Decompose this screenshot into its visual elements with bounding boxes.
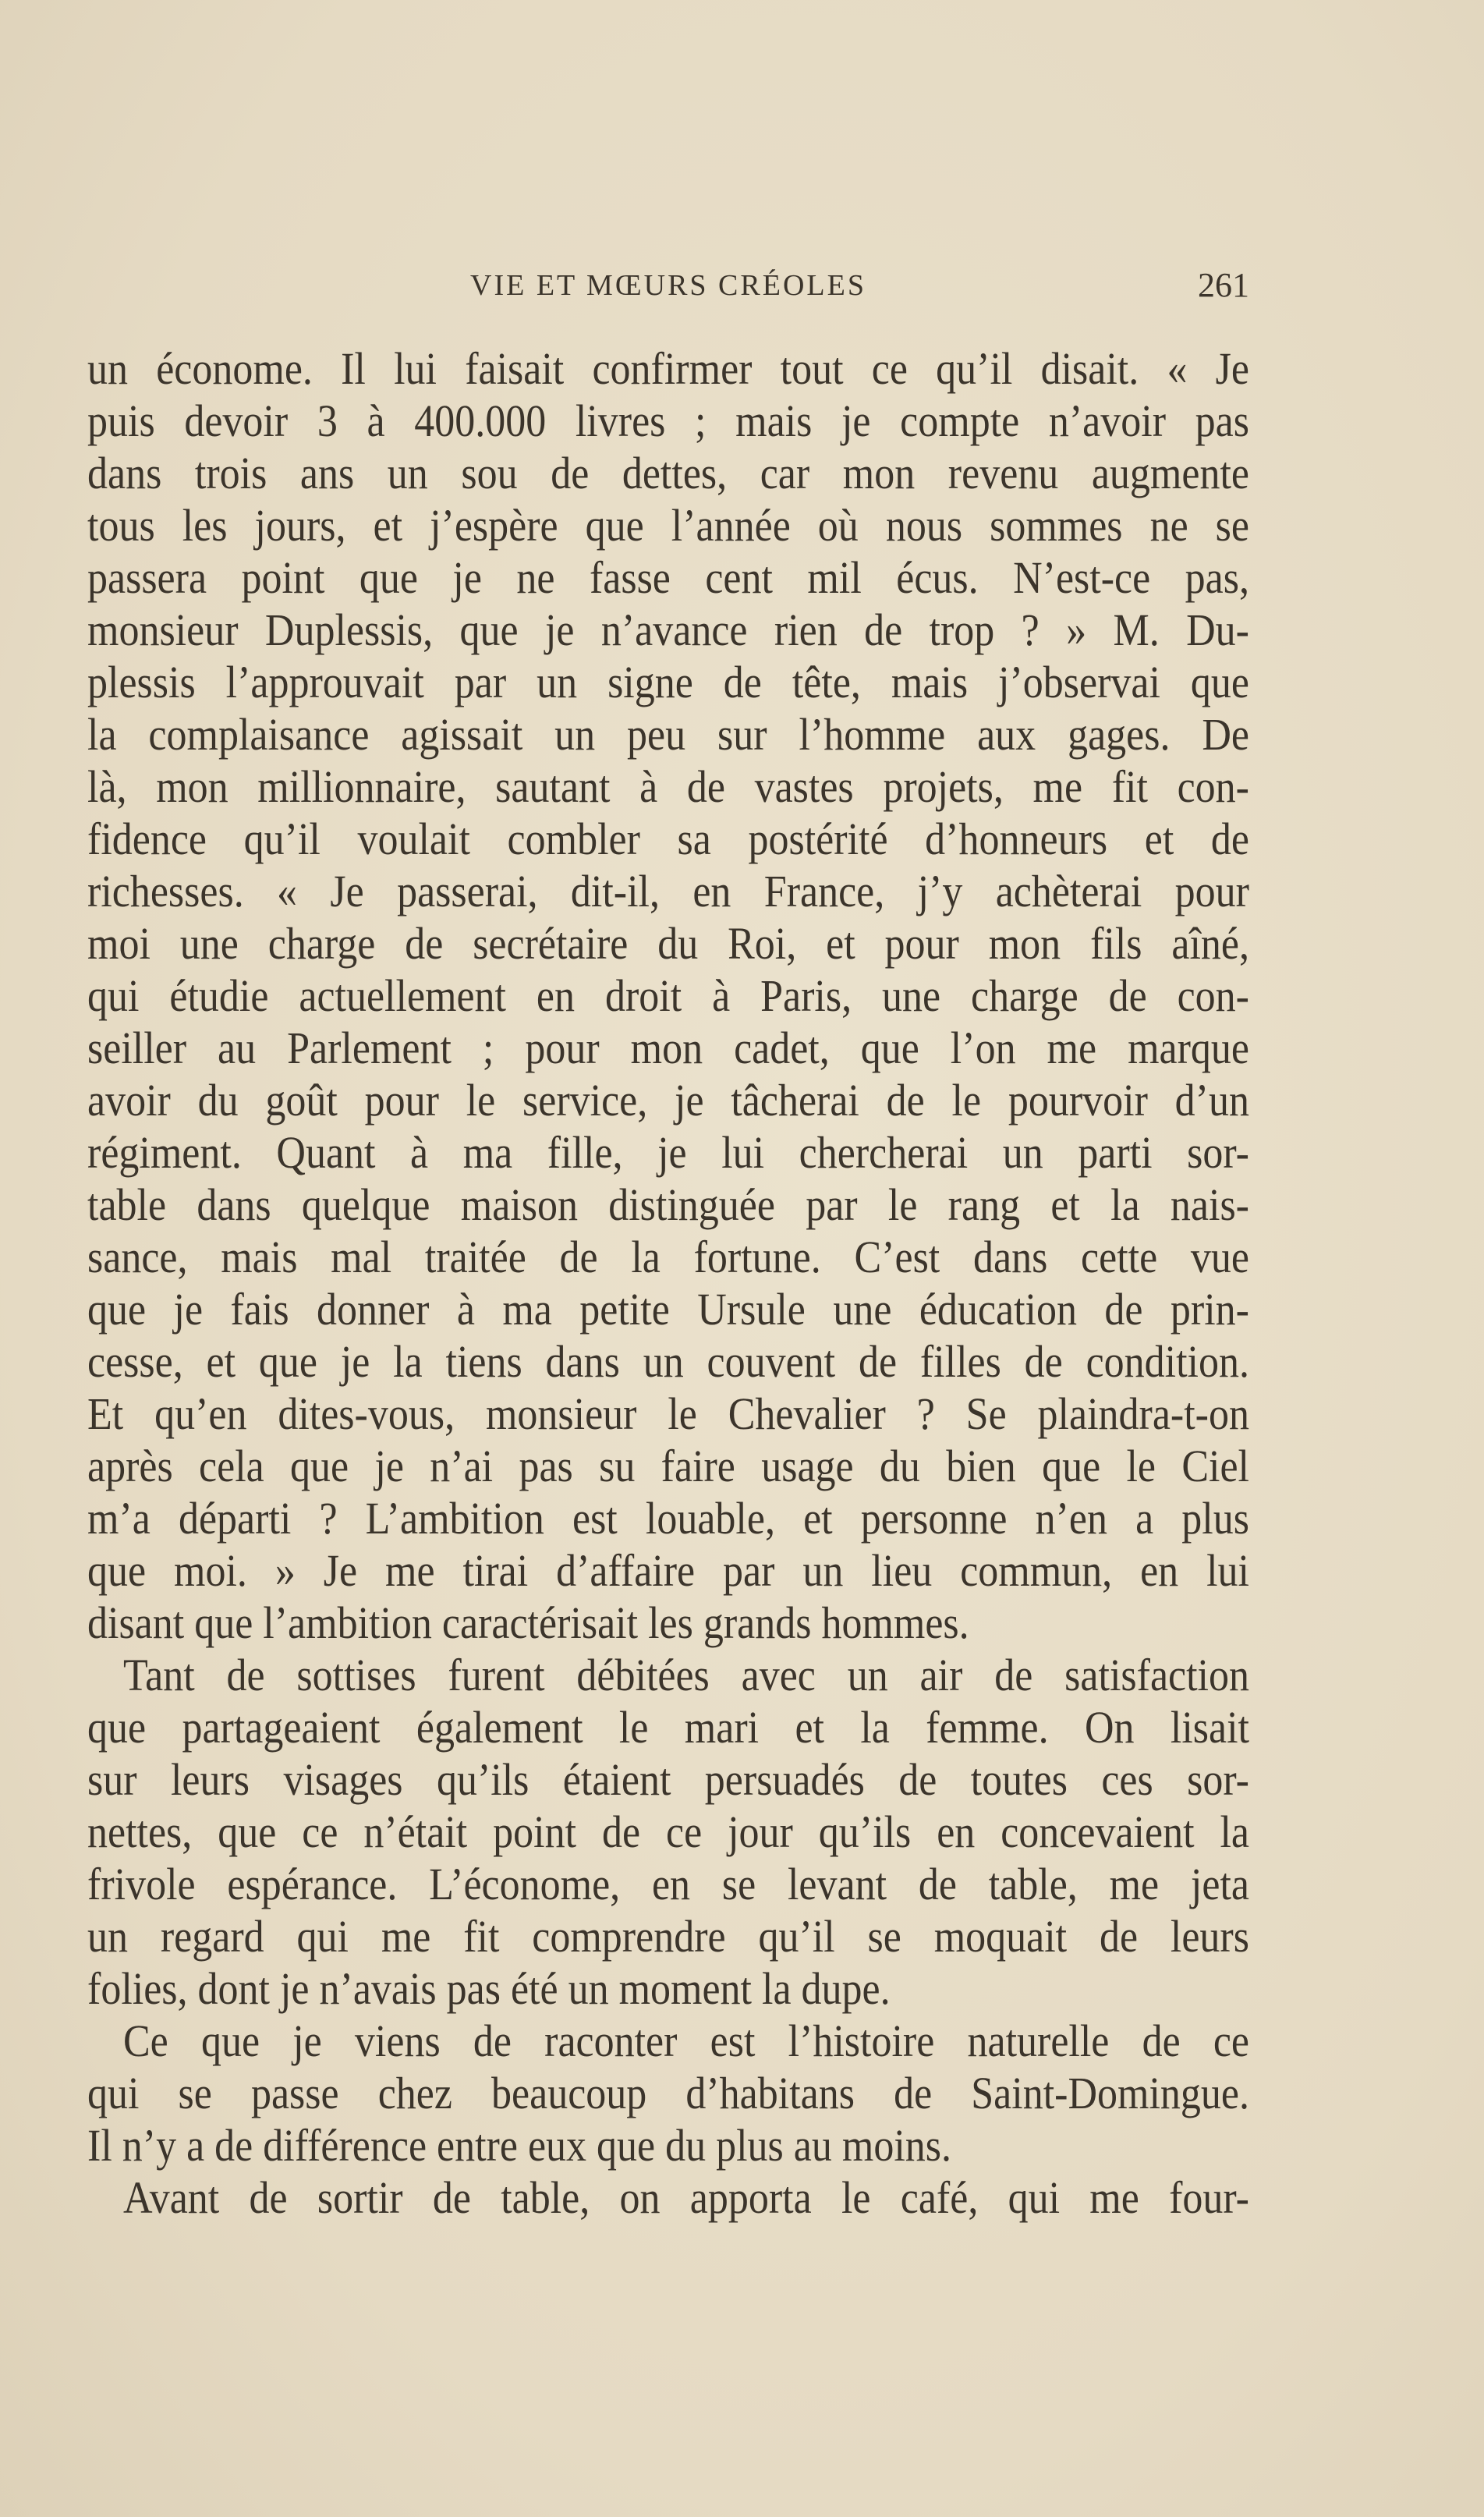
text-line: Ce que je viens de raconter est l’histoire naturelle de ce	[123, 2016, 1249, 2067]
page-number: 261	[1198, 266, 1249, 304]
text-line: nettes, que ce n’était point de ce jour qu’ils en concevaient la	[87, 1807, 1249, 1858]
paragraph	[87, 1650, 1249, 2015]
text-line: dans trois ans un sou de dettes, car mon revenu augmente	[87, 448, 1249, 499]
paragraph	[87, 343, 1249, 1650]
text-line: passera point que je ne fasse cent mil écus. N’est-ce pas,	[87, 553, 1249, 604]
text-line: frivole espérance. L’économe, en se levant de table, me jeta	[87, 1859, 1249, 1910]
text-line: après cela que je n’ai pas su faire usage du bien que le Ciel	[87, 1441, 1249, 1492]
text-line: richesses. « Je passerai, dit-il, en France, j’y achèterai pour	[87, 867, 1249, 917]
text-line: disant que l’ambition caractérisait les grands hommes.	[87, 1598, 969, 1649]
text-line: cesse, et que je la tiens dans un couvent de filles de condition.	[87, 1337, 1249, 1388]
text-line: sur leurs visages qu’ils étaient persuadés de toutes ces sor-	[87, 1755, 1249, 1806]
text-line: la complaisance agissait un peu sur l’homme aux gages. De	[87, 710, 1249, 760]
text-line: monsieur Duplessis, que je n’avance rien de trop ? » M. Du-	[87, 605, 1249, 656]
text-line: Avant de sortir de table, on apporta le café, qui me four-	[123, 2173, 1249, 2224]
running-title: VIE ET MŒURS CRÉOLES	[470, 269, 866, 302]
text-line: qui étudie actuellement en droit à Paris, une charge de con-	[87, 971, 1249, 1022]
page-body	[87, 343, 1249, 2225]
text-line: fidence qu’il voulait combler sa postérité d’honneurs et de	[87, 814, 1249, 865]
text-line: sance, mais mal traitée de la fortune. C’est dans cette vue	[87, 1232, 1249, 1283]
text-line: que moi. » Je me tirai d’affaire par un lieu commun, en lui	[87, 1546, 1249, 1597]
text-line: puis devoir 3 à 400.000 livres ; mais je compte n’avoir pas	[87, 396, 1249, 447]
text-line: avoir du goût pour le service, je tâcherai de le pourvoir d’un	[87, 1076, 1249, 1126]
text-line: seiller au Parlement ; pour mon cadet, que l’on me marque	[87, 1023, 1249, 1074]
text-line: que partageaient également le mari et la femme. On lisait	[87, 1703, 1249, 1753]
text-line: qui se passe chez beaucoup d’habitans de Saint-Domingue.	[87, 2069, 1249, 2119]
text-line: tous les jours, et j’espère que l’année où nous sommes ne se	[87, 501, 1249, 551]
text-line: Et qu’en dites-vous, monsieur le Chevalier ? Se plaindra-t-on	[87, 1389, 1249, 1440]
text-line: Tant de sottises furent débitées avec un air de satisfaction	[123, 1650, 1249, 1701]
page-header	[87, 265, 1249, 312]
text-line: un économe. Il lui faisait confirmer tout ce qu’il disait. « Je	[87, 344, 1249, 395]
text-line: que je fais donner à ma petite Ursule une éducation de prin-	[87, 1285, 1249, 1335]
text-line: plessis l’approuvait par un signe de tête, mais j’observai que	[87, 658, 1249, 708]
text-line: là, mon millionnaire, sautant à de vastes projets, me fit con-	[87, 762, 1249, 813]
text-line: m’a départi ? L’ambition est louable, et personne n’en a plus	[87, 1494, 1249, 1544]
text-line: régiment. Quant à ma fille, je lui chercherai un parti sor-	[87, 1128, 1249, 1179]
text-line: un regard qui me fit comprendre qu’il se moquait de leurs	[87, 1912, 1249, 1962]
paragraph	[87, 2172, 1249, 2225]
text-line: moi une charge de secrétaire du Roi, et pour mon fils aîné,	[87, 919, 1249, 970]
text-line: folies, dont je n’avais pas été un moment la dupe.	[87, 1964, 891, 2015]
paragraph	[87, 2015, 1249, 2172]
text-line: table dans quelque maison distinguée par le rang et la nais-	[87, 1180, 1249, 1231]
text-line: Il n’y a de différence entre eux que du plus au moins.	[87, 2121, 951, 2171]
